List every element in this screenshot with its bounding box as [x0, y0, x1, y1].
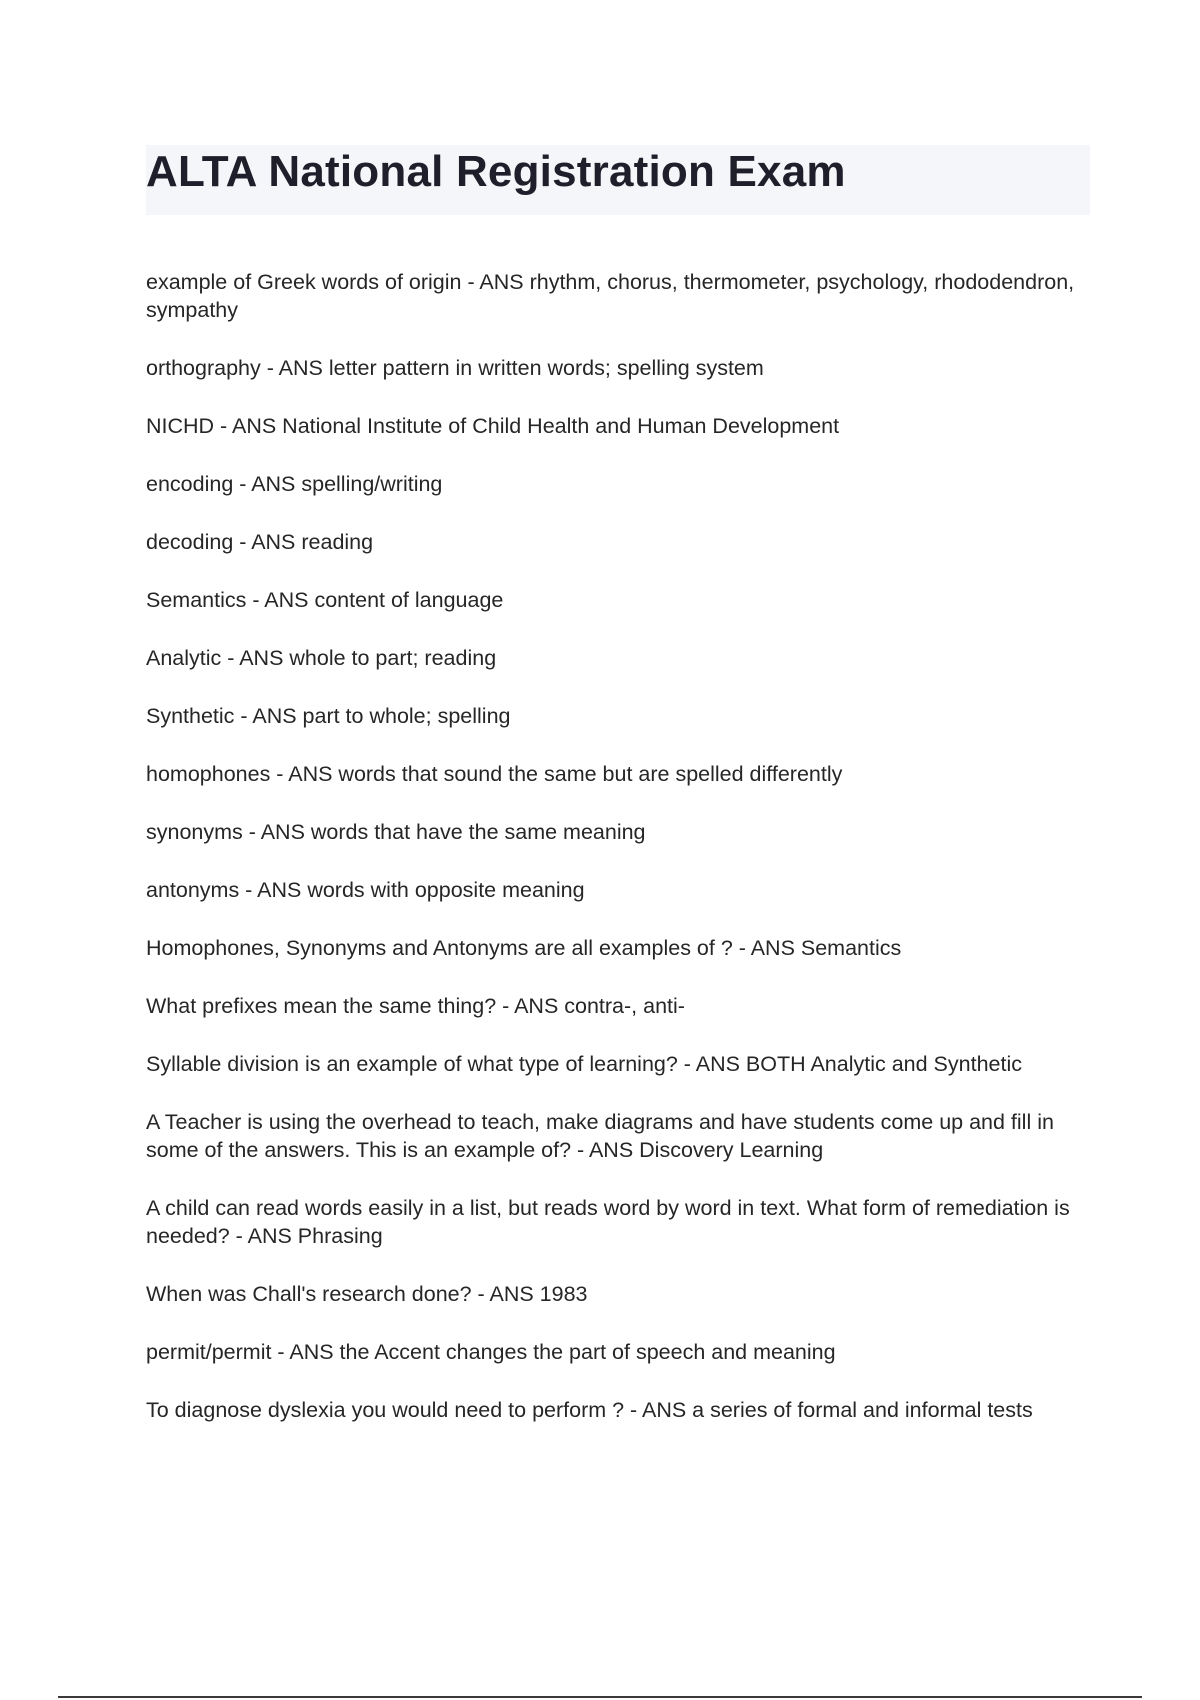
- qa-item: A Teacher is using the overhead to teach, make diagrams and have students come up and fill in some of the answers. This is an example of? - ANS Discovery Learning: [146, 1110, 1054, 1162]
- qa-item: orthography - ANS letter pattern in written words; spelling system: [146, 356, 764, 380]
- footer-divider: [58, 1696, 1142, 1698]
- qa-list: [146, 268, 1090, 1454]
- qa-item: encoding - ANS spelling/writing: [146, 472, 443, 496]
- qa-item: NICHD - ANS National Institute of Child Health and Human Development: [146, 414, 840, 438]
- qa-item: Semantics - ANS content of language: [146, 588, 504, 612]
- qa-item: decoding - ANS reading: [146, 530, 374, 554]
- qa-item: synonyms - ANS words that have the same meaning: [146, 820, 646, 844]
- qa-item: homophones - ANS words that sound the same but are spelled differently: [146, 762, 843, 786]
- qa-item: When was Chall's research done? - ANS 1983: [146, 1282, 588, 1306]
- qa-item: What prefixes mean the same thing? - ANS contra-, anti-: [146, 994, 685, 1018]
- qa-item: permit/permit - ANS the Accent changes the part of speech and meaning: [146, 1340, 836, 1364]
- qa-item: antonyms - ANS words with opposite meaning: [146, 878, 585, 902]
- qa-item: To diagnose dyslexia you would need to perform ? - ANS a series of formal and informal tests: [146, 1398, 1033, 1422]
- qa-item: Homophones, Synonyms and Antonyms are all examples of ? - ANS Semantics: [146, 936, 902, 960]
- qa-item: Syllable division is an example of what type of learning? - ANS BOTH Analytic and Synthetic: [146, 1052, 1022, 1076]
- qa-item: A child can read words easily in a list, but reads word by word in text. What form of remediation is needed? - ANS Phrasing: [146, 1196, 1070, 1248]
- qa-item: Analytic - ANS whole to part; reading: [146, 646, 497, 670]
- qa-item: Synthetic - ANS part to whole; spelling: [146, 704, 511, 728]
- qa-item: example of Greek words of origin - ANS rhythm, chorus, thermometer, psychology, rhododendron, sympathy: [146, 270, 1075, 322]
- page-title: ALTA National Registration Exam: [146, 147, 846, 196]
